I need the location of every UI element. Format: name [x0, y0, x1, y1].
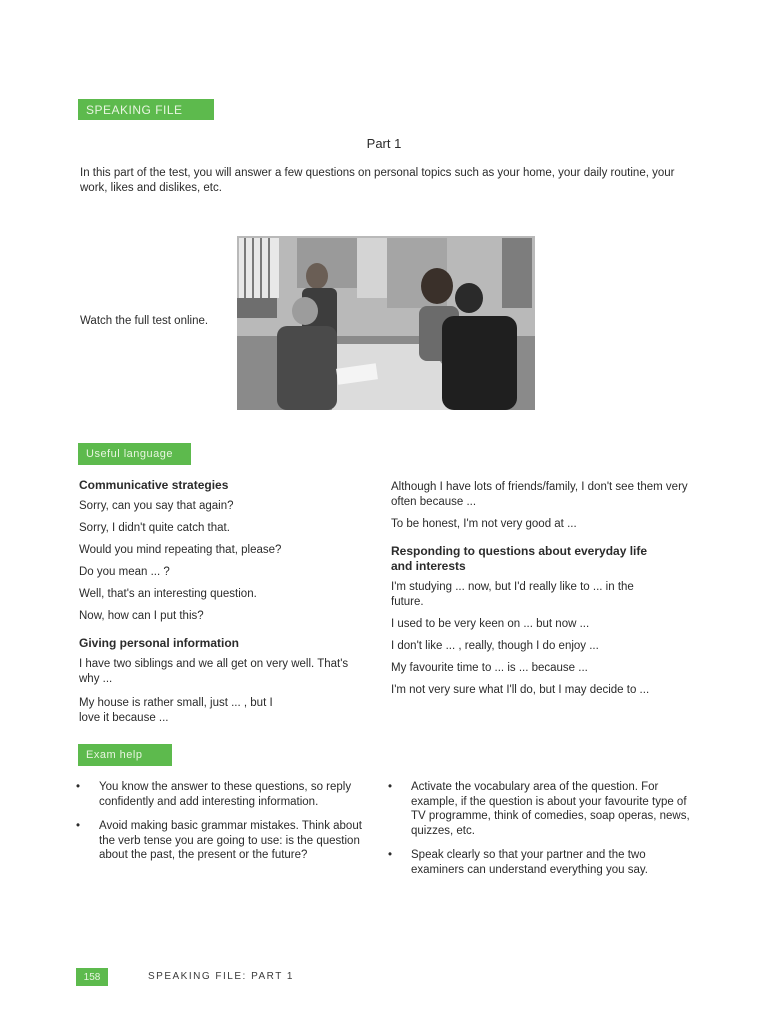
personal-line: My house is rather small, just ... , but I love it because ... [79, 697, 273, 724]
bullet-icon: • [388, 849, 393, 861]
section-tag [78, 99, 214, 120]
exam-help-item [388, 780, 693, 838]
exam-help-right-list [388, 780, 693, 887]
bullet-icon: • [388, 781, 393, 793]
bullet-icon: • [76, 781, 81, 793]
exam-help-text: You know the answer to these questions, so reply confidently and add interesting information. [99, 781, 352, 808]
footer-label: SPEAKING FILE: PART 1 [148, 971, 294, 982]
exam-help-tag-label: Exam help [86, 749, 143, 761]
strategy-line: Would you mind repeating that, please? [79, 544, 282, 556]
exam-help-tag [78, 744, 172, 766]
strategy-line: Sorry, I didn't quite catch that. [79, 522, 230, 534]
useful-language-left-column [79, 478, 369, 733]
useful-language-tag [78, 443, 191, 465]
strategy-line: Well, that's an interesting question. [79, 588, 257, 600]
personal-information-heading: Giving personal information [79, 636, 240, 650]
exam-photo [237, 236, 535, 410]
personal-line: I have two siblings and we all get on very well. That's why ... [79, 658, 349, 685]
interest-line: Although I have lots of friends/family, I don't see them very often because ... [391, 481, 688, 508]
everyday-life-heading: Responding to questions about everyday life and interests [391, 544, 648, 573]
exam-help-item [76, 819, 376, 863]
intro-paragraph: In this part of the test, you will answer a few questions on personal topics such as your home, your daily routine, your work, likes and dislikes, etc. [80, 167, 675, 194]
interest-line: To be honest, I'm not very good at ... [391, 518, 577, 530]
page-number: 158 [76, 968, 108, 986]
exam-help-item [76, 780, 376, 809]
useful-language-tag-label: Useful language [86, 448, 174, 460]
interest-line: I'm not very sure what I'll do, but I may decide to ... [391, 684, 650, 696]
communicative-strategies-heading: Communicative strategies [79, 478, 229, 492]
exam-help-left-list [76, 780, 376, 873]
exam-help-text: Activate the vocabulary area of the question. For example, if the question is about your favourite type of TV programme, think of comedies, soap operas, news, quizzes, etc. [411, 781, 690, 837]
exam-help-text: Speak clearly so that your partner and the two examiners can understand everything you say. [411, 849, 648, 876]
useful-language-right-column [391, 480, 691, 705]
part-title: Part 1 [366, 136, 402, 151]
interest-line: I don't like ... , really, though I do enjoy ... [391, 640, 599, 652]
exam-help-text: Avoid making basic grammar mistakes. Think about the verb tense you are going to use: is the question about the past, the present or the future? [99, 820, 362, 861]
strategy-line: Now, how can I put this? [79, 610, 204, 622]
interest-line: I used to be very keen on ... but now ... [391, 618, 590, 630]
bullet-icon: • [76, 820, 81, 832]
strategy-line: Sorry, can you say that again? [79, 500, 234, 512]
watch-online-text: Watch the full test online. [80, 315, 209, 327]
exam-help-item [388, 848, 693, 877]
interest-line: My favourite time to ... is ... because ... [391, 662, 588, 674]
section-tag-label: SPEAKING FILE [86, 102, 183, 117]
interest-line: I'm studying ... now, but I'd really like to ... in the future. [391, 581, 634, 608]
strategy-line: Do you mean ... ? [79, 566, 170, 578]
